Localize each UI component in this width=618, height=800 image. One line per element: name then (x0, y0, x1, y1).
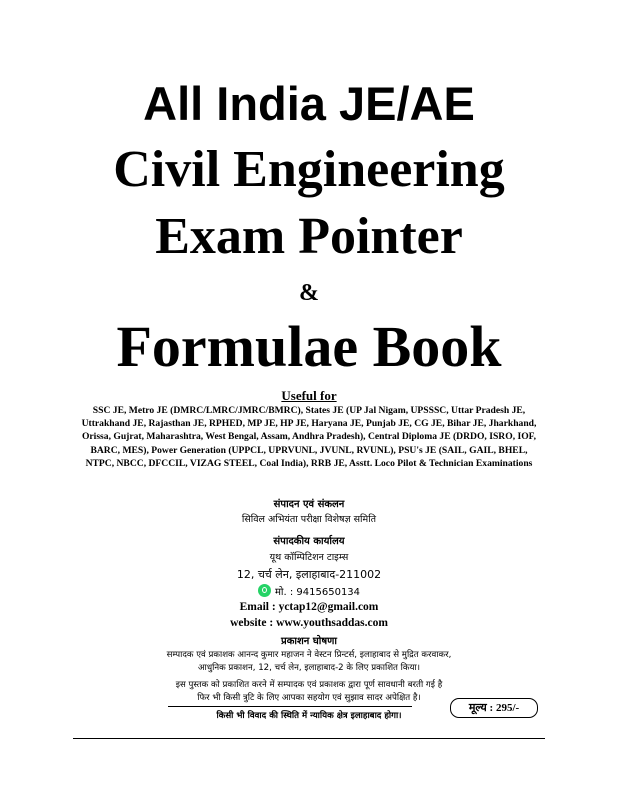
whatsapp-icon (258, 584, 271, 597)
office-address: 12, चर्च लेन, इलाहाबाद-211002 (236, 568, 382, 581)
office-heading: संपादकीय कार्यालय (273, 536, 345, 547)
publication-line-3: इस पुस्तक को प्रकाशित करने में सम्पादक एवं प्रकाशक द्वारा पूर्ण सावधानी बरती गई है (175, 680, 443, 690)
jurisdiction-line: किसी भी विवाद की स्थिति में न्यायिक क्षेत्र इलाहाबाद होगा। (216, 711, 402, 721)
price-badge: मूल्य : 295/- (450, 698, 538, 718)
title-line-3: Exam Pointer (155, 208, 463, 265)
useful-for-heading: Useful for (281, 388, 337, 403)
title-line-4: Formulae Book (116, 314, 502, 379)
title-line-1: All India JE/AE (143, 77, 475, 130)
website-text: website : www.youthsaddas.com (230, 617, 388, 629)
publication-line-1: सम्पादक एवं प्रकाशक आनन्द कुमार महाजन ने वेस्टन प्रिन्टर्स, इलाहाबाद से मुद्रित करवाकर, (166, 650, 452, 660)
publication-line-4: फिर भी किसी त्रुटि के लिए आपका सहयोग एवं सुझाव सादर अपेक्षित है। (197, 693, 421, 703)
separator-line (168, 706, 412, 707)
bottom-rule (73, 738, 545, 739)
title-ampersand: & (299, 280, 319, 306)
phone-row (0, 584, 618, 598)
publication-heading: प्रकाशन घोषणा (281, 636, 337, 647)
title-line-2: Civil Engineering (113, 141, 505, 198)
editorial-text: सिविल अभियंता परीक्षा विशेषज्ञ समिति (241, 514, 377, 525)
useful-for-text: SSC JE, Metro JE (DMRC/LMRC/JMRC/BMRC), States JE (UP Jal Nigam, UPSSSC, Uttar Pradesh JE, Uttrakhand JE, Rajasthan JE, RPHED, MP JE, HP JE, Haryana JE, Punjab JE, CG JE, Bihar JE, Jharkhand, Orissa, Gujrat, Maharashtra, West Bengal, Assam, Andhra Pradesh), Central Diploma JE (DRDO, ISRO, IOF, BARC, MES), Power Generation (UPPCL, UPRVUNL, JVUNL, RVUNL), PSU's JE (SAIL, GAIL, BHEL, NTPC, NBCC, DFCCIL, VIZAG STEEL, Coal India), RRB JE, Asstt. Loco Pilot & Technician Examinations (81, 405, 537, 469)
phone-number: मो. : 9415650134 (274, 587, 361, 598)
office-name: यूथ कॉम्पिटिशन टाइम्स (269, 552, 349, 563)
publication-line-2: आधुनिक प्रकाशन, 12, चर्च लेन, इलाहाबाद-2 के लिए प्रकाशित किया। (198, 663, 420, 673)
editorial-heading: संपादन एवं संकलन (273, 499, 345, 510)
email-text: Email : yctap12@gmail.com (239, 601, 379, 613)
